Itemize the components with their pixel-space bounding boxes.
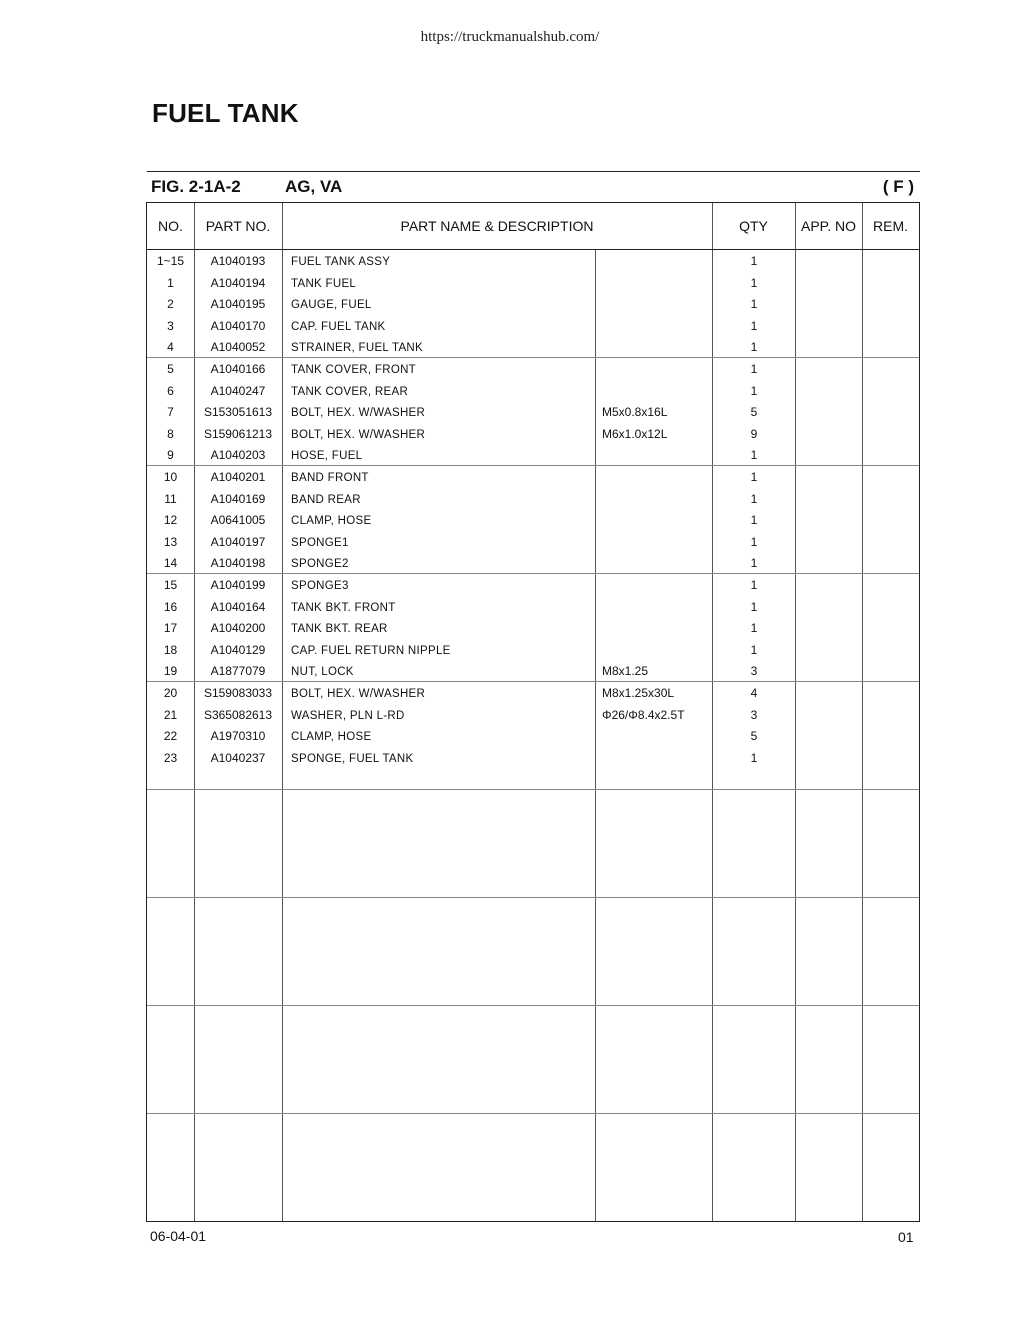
row-part-name: GAUGE, FUEL xyxy=(291,299,372,312)
row-qty: 1 xyxy=(750,318,758,333)
table-row xyxy=(147,401,919,423)
row-qty: 4 xyxy=(750,686,758,700)
row-qty: 1 xyxy=(750,254,758,268)
row-part-no: A1040164 xyxy=(210,599,266,614)
col-header-qty: QTY xyxy=(739,218,768,234)
row-item-no: 20 xyxy=(163,686,178,700)
row-spec: M8x1.25 xyxy=(602,664,649,679)
parts-table xyxy=(146,202,920,1222)
col-header-app-no: APP. NO xyxy=(801,218,856,234)
group-divider xyxy=(147,1113,919,1114)
group-divider xyxy=(147,897,919,898)
col-header-name: PART NAME & DESCRIPTION xyxy=(400,218,594,234)
col-header-rem: REM. xyxy=(873,218,908,234)
row-qty: 1 xyxy=(750,642,758,657)
row-spec: M6x1.0x12L xyxy=(602,426,668,441)
table-row xyxy=(147,747,919,769)
row-qty: 9 xyxy=(750,426,758,441)
row-qty: 1 xyxy=(750,491,758,506)
row-part-no: A1040193 xyxy=(210,254,266,268)
row-qty: 1 xyxy=(750,383,758,398)
row-qty: 1 xyxy=(750,599,758,614)
row-part-name: FUEL TANK ASSY xyxy=(291,256,391,268)
table-row xyxy=(147,704,919,726)
figure-header xyxy=(147,177,920,199)
source-url: https://truckmanualshub.com/ xyxy=(420,29,600,45)
row-item-no: 5 xyxy=(167,362,174,376)
row-part-name: STRAINER, FUEL TANK xyxy=(291,342,424,355)
row-part-no: A1040169 xyxy=(210,491,266,506)
table-row xyxy=(147,380,919,402)
table-row xyxy=(147,552,919,574)
table-row xyxy=(147,617,919,639)
row-item-no: 11 xyxy=(164,491,177,506)
group-divider xyxy=(147,789,919,790)
table-row xyxy=(147,466,919,488)
row-part-no: A1970310 xyxy=(210,729,266,744)
table-row xyxy=(147,682,919,704)
row-spec: Φ26/Φ8.4x2.5T xyxy=(602,707,685,722)
row-part-no: A1040195 xyxy=(210,297,266,312)
figure-number: FIG. 2-1A-2 xyxy=(151,177,241,196)
row-part-name: TANK BKT. FRONT xyxy=(291,601,396,614)
row-part-name: SPONGE2 xyxy=(291,558,349,571)
row-part-name: SPONGE1 xyxy=(291,536,349,549)
col-header-no: NO. xyxy=(158,218,183,234)
footer-date: 06-04-01 xyxy=(150,1228,207,1244)
top-rule xyxy=(147,171,920,172)
row-part-no: S159061213 xyxy=(203,426,273,441)
row-spec: M8x1.25x30L xyxy=(602,686,675,700)
figure-code: ( F ) xyxy=(882,177,914,196)
row-part-name: TANK COVER, REAR xyxy=(291,385,409,398)
row-part-name: HOSE, FUEL xyxy=(291,450,363,463)
row-item-no: 7 xyxy=(167,405,174,420)
row-item-no: 9 xyxy=(167,448,174,463)
table-row xyxy=(147,444,919,466)
row-qty: 1 xyxy=(750,750,758,765)
row-part-no: A0641005 xyxy=(210,513,266,528)
row-part-no: A1040197 xyxy=(210,534,266,549)
row-qty: 1 xyxy=(750,621,758,636)
row-part-no: A1040237 xyxy=(210,750,266,765)
row-part-name: BOLT, HEX. W/WASHER xyxy=(291,407,426,420)
row-item-no: 12 xyxy=(163,513,178,528)
row-part-no: A1040129 xyxy=(210,642,266,657)
row-part-no: A1040203 xyxy=(210,448,266,463)
row-item-no: 16 xyxy=(163,599,178,614)
row-qty: 3 xyxy=(750,707,758,722)
row-spec: M5x0.8x16L xyxy=(602,405,668,420)
page-title: FUEL TANK xyxy=(152,98,299,128)
row-part-name: BAND REAR xyxy=(291,493,361,506)
table-row xyxy=(147,358,919,380)
table-row xyxy=(147,596,919,618)
row-item-no: 23 xyxy=(163,750,178,765)
row-part-no: S159083033 xyxy=(203,686,273,700)
row-item-no: 17 xyxy=(163,621,178,636)
row-item-no: 18 xyxy=(163,642,178,657)
col-header-part-no: PART NO. xyxy=(205,218,271,234)
table-row xyxy=(147,725,919,747)
row-part-name: CAP. FUEL RETURN NIPPLE xyxy=(291,644,451,657)
row-part-name: BAND FRONT xyxy=(291,472,369,484)
table-row xyxy=(147,293,919,315)
row-item-no: 19 xyxy=(163,664,178,679)
row-qty: 1 xyxy=(750,275,758,290)
row-part-name: CLAMP, HOSE xyxy=(291,515,372,528)
table-row xyxy=(147,488,919,510)
row-qty: 1 xyxy=(750,470,758,484)
row-part-name: TANK BKT. REAR xyxy=(291,623,388,636)
row-part-name: TANK COVER, FRONT xyxy=(291,364,417,376)
table-row xyxy=(147,660,919,682)
row-item-no: 1 xyxy=(167,275,174,290)
row-part-no: A1040201 xyxy=(210,470,266,484)
row-qty: 5 xyxy=(750,729,758,744)
row-part-no: A1040199 xyxy=(210,578,266,592)
row-item-no: 14 xyxy=(163,556,178,571)
row-part-no: A1040200 xyxy=(210,621,266,636)
row-item-no: 4 xyxy=(167,340,174,355)
table-row xyxy=(147,574,919,596)
row-part-name: NUT, LOCK xyxy=(291,666,354,679)
figure-models: AG, VA xyxy=(285,177,343,196)
footer-page-number: 01 xyxy=(898,1229,914,1245)
row-qty: 1 xyxy=(750,513,758,528)
row-part-no: A1040247 xyxy=(210,383,266,398)
table-row xyxy=(147,315,919,337)
row-item-no: 8 xyxy=(167,426,174,441)
table-row xyxy=(147,336,919,358)
row-qty: 1 xyxy=(750,362,758,376)
table-row xyxy=(147,639,919,661)
row-part-no: S153051613 xyxy=(203,405,273,420)
row-qty: 1 xyxy=(750,340,758,355)
row-part-name: CLAMP, HOSE xyxy=(291,731,372,744)
row-qty: 1 xyxy=(750,297,758,312)
group-divider xyxy=(147,1005,919,1006)
row-item-no: 6 xyxy=(167,383,174,398)
row-part-name: WASHER, PLN L-RD xyxy=(291,709,405,722)
row-part-no: A1877079 xyxy=(210,664,266,679)
table-row xyxy=(147,509,919,531)
row-qty: 1 xyxy=(750,448,758,463)
row-part-no: A1040166 xyxy=(210,362,266,376)
table-row xyxy=(147,531,919,553)
row-item-no: 15 xyxy=(163,578,178,592)
row-part-no: A1040052 xyxy=(210,340,266,355)
row-qty: 1 xyxy=(750,556,758,571)
row-part-no: A1040170 xyxy=(210,318,266,333)
row-part-name: TANK FUEL xyxy=(291,277,357,290)
row-part-name: BOLT, HEX. W/WASHER xyxy=(291,428,426,441)
row-part-no: A1040194 xyxy=(210,275,266,290)
row-part-name: SPONGE, FUEL TANK xyxy=(291,752,414,765)
row-qty: 1 xyxy=(750,578,758,592)
row-qty: 1 xyxy=(750,534,758,549)
row-item-no: 10 xyxy=(163,470,178,484)
row-item-no: 3 xyxy=(167,318,174,333)
row-item-no: 1~15 xyxy=(156,254,185,268)
table-row xyxy=(147,423,919,445)
row-qty: 3 xyxy=(750,664,758,679)
table-header xyxy=(147,203,919,250)
row-item-no: 2 xyxy=(167,297,174,312)
row-part-no: S365082613 xyxy=(203,707,273,722)
table-row xyxy=(147,272,919,294)
row-part-no: A1040198 xyxy=(210,556,266,571)
table-row xyxy=(147,250,919,272)
row-qty: 5 xyxy=(750,405,758,420)
row-item-no: 22 xyxy=(163,729,178,744)
row-item-no: 13 xyxy=(163,534,178,549)
row-part-name: BOLT, HEX. W/WASHER xyxy=(291,688,426,700)
row-part-name: CAP. FUEL TANK xyxy=(291,320,386,333)
row-item-no: 21 xyxy=(163,707,178,722)
row-part-name: SPONGE3 xyxy=(291,580,349,592)
